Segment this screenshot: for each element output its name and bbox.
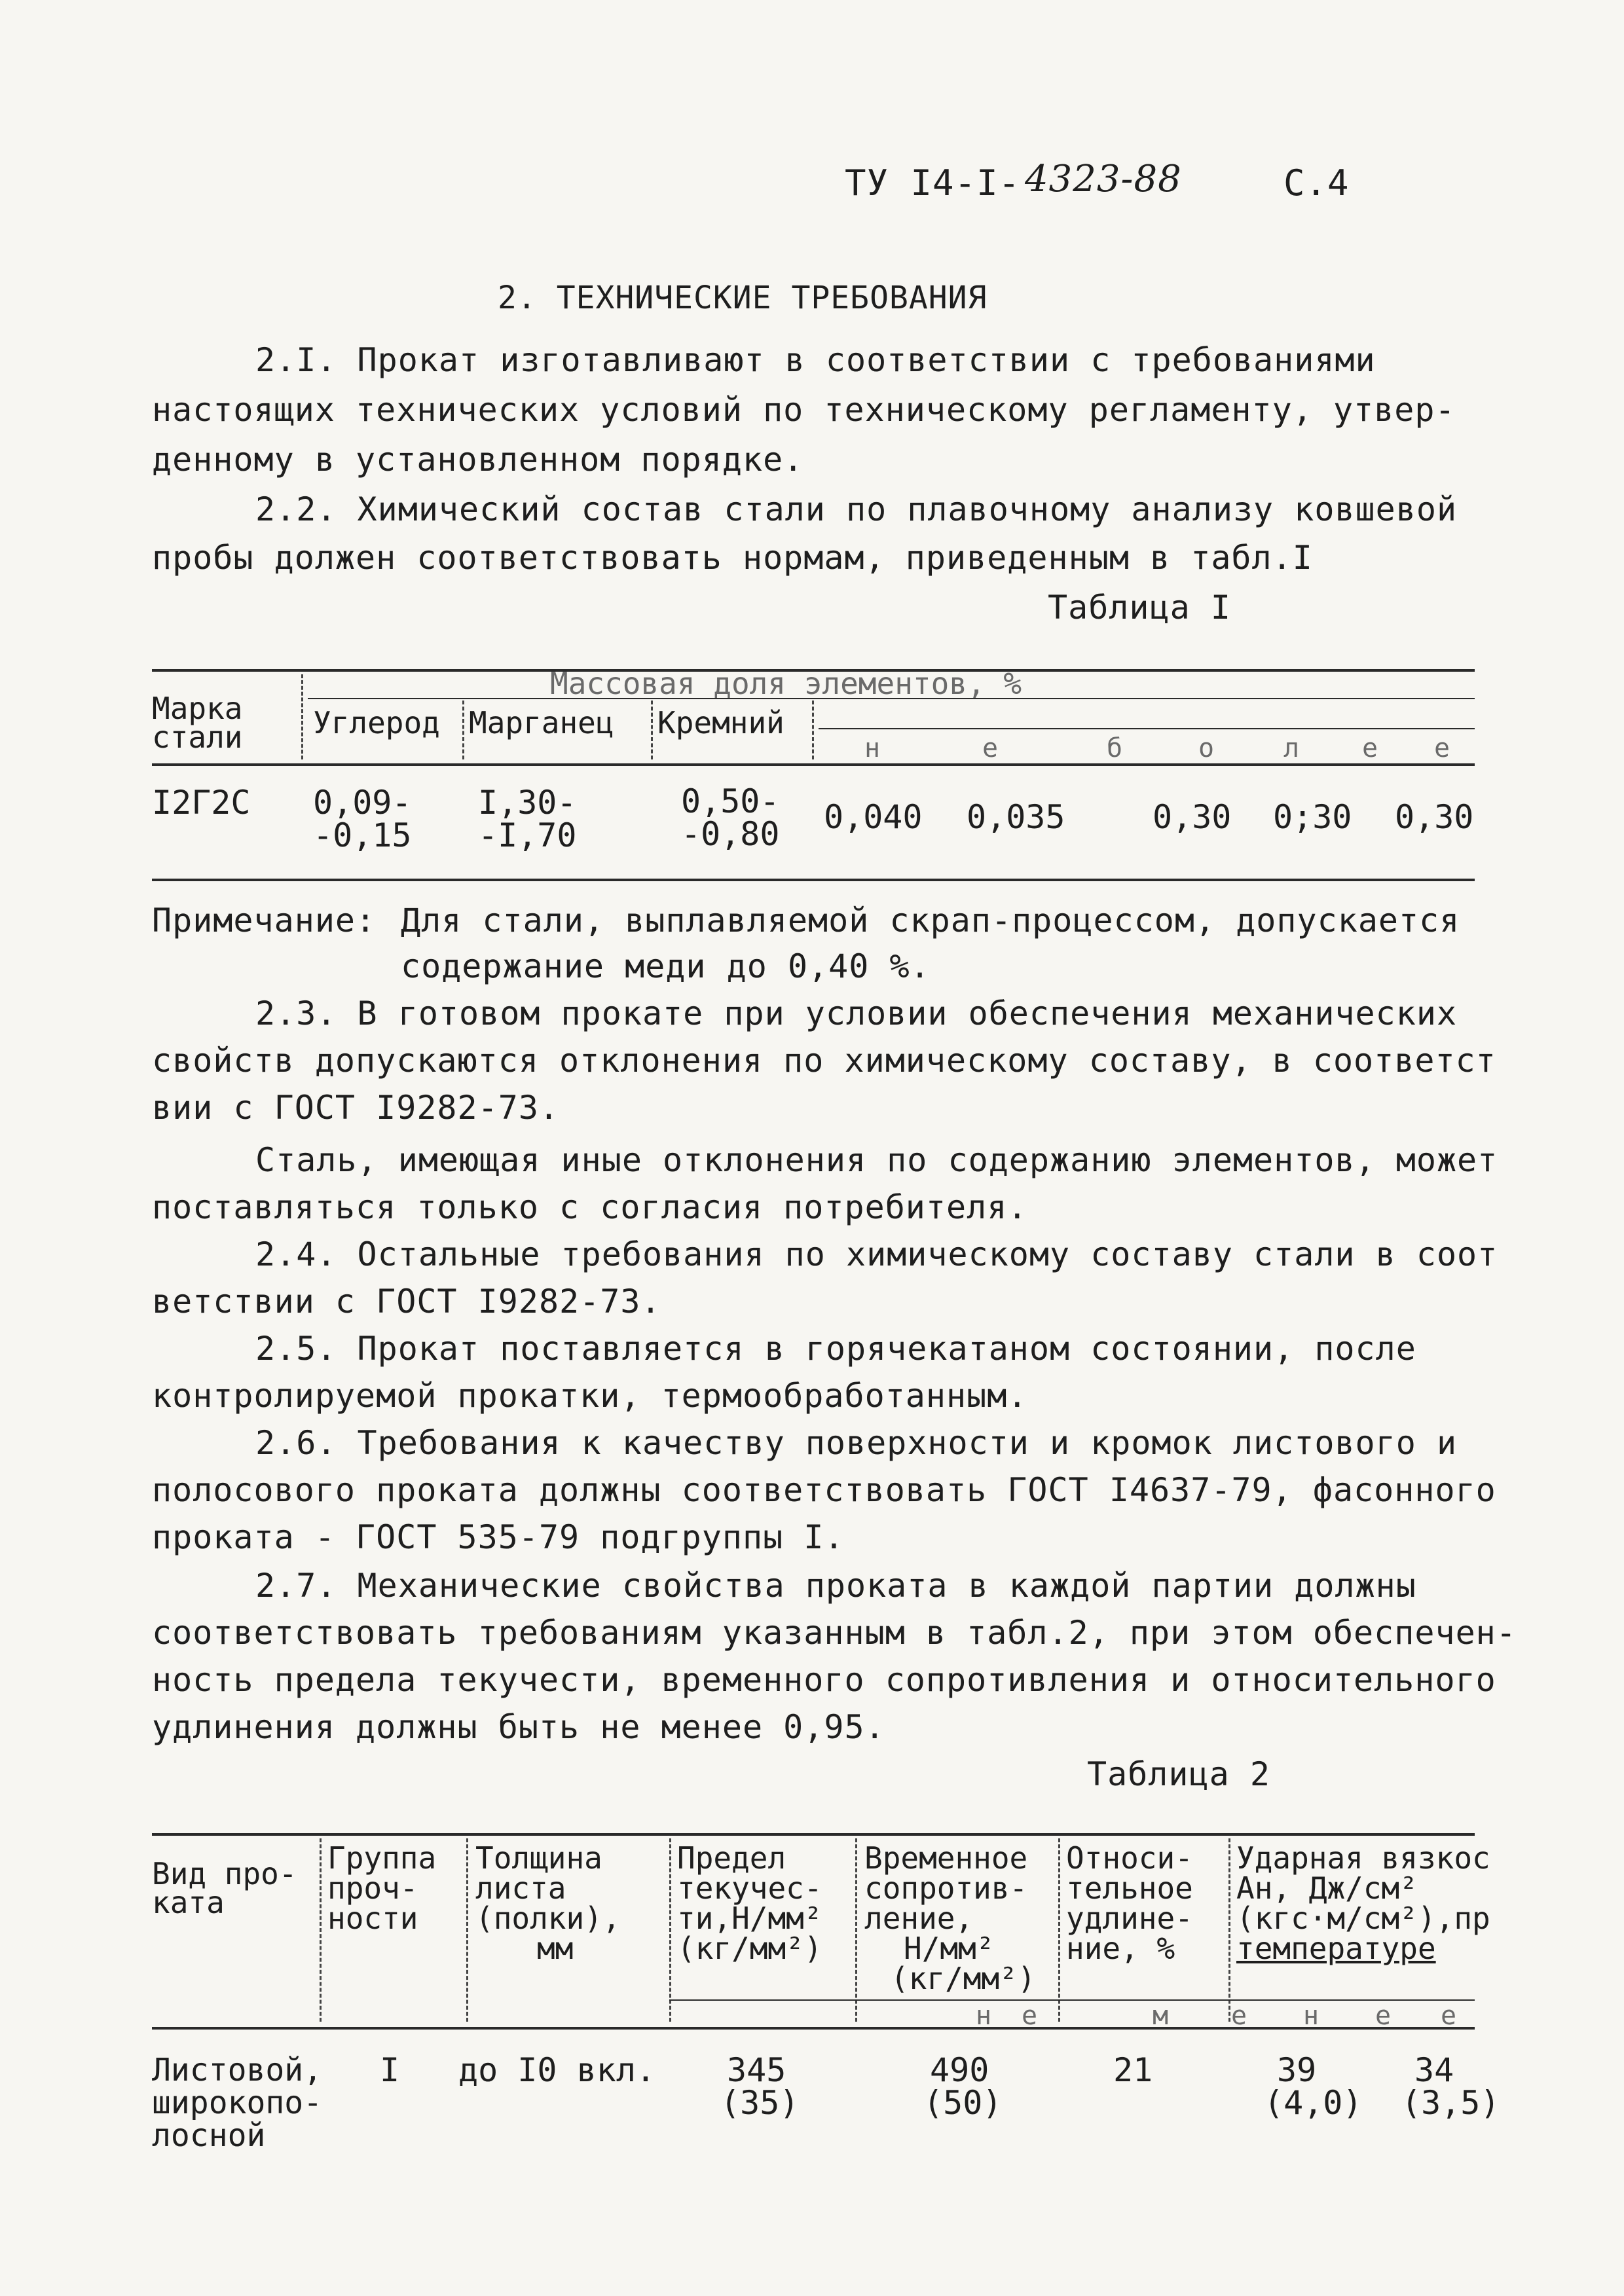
table1-header-rule: [152, 763, 1475, 766]
paragraph-line: проката - ГОСТ 535-79 подгруппы I.: [152, 1518, 845, 1556]
table1-subheader: е: [1434, 733, 1450, 763]
paragraph-line: 2.4. Остальные требования по химическому составу стали в соот: [255, 1235, 1498, 1273]
table2-header-group: проч-: [327, 1870, 418, 1906]
table2-header-elong: удлине-: [1066, 1901, 1193, 1936]
table2-cell-tensile: (50): [923, 2084, 1003, 2122]
table2-header-tensile: Временное: [864, 1840, 1028, 1876]
table2-header-tensile: Н/мм²: [904, 1931, 995, 1966]
table2-header-impact: Ан, Дж/см²: [1236, 1870, 1418, 1906]
table2-header-impact: температуре: [1236, 1931, 1436, 1966]
table2-header-yield: ти,Н/мм²: [677, 1901, 822, 1936]
table2-cell-impact: (3,5): [1401, 2084, 1500, 2122]
note-line: содержание меди до 0,40 %.: [401, 947, 931, 985]
table2-subheader: н: [1303, 2001, 1320, 2031]
table2-cell-kind: Листовой,: [152, 2052, 323, 2088]
table1-col-manganese: Марганец: [469, 705, 614, 740]
table2-header-elong: Относи-: [1066, 1840, 1193, 1876]
doc-number: 4323-88: [1025, 158, 1182, 200]
table1-grade-header: Марка: [152, 691, 243, 726]
paragraph-line: 2.7. Механические свойства проката в каждой партии должны: [255, 1567, 1416, 1605]
table1-cell-value: 0;30: [1273, 798, 1352, 836]
table2-header-yield: текучес-: [677, 1870, 822, 1906]
table2-divider: [669, 1838, 671, 2022]
table2-subheader: н: [976, 2001, 992, 2031]
table1-subheader: л: [1283, 733, 1300, 763]
table2-header-rule: [152, 2027, 1475, 2030]
table2-header-thickness: Толщина: [475, 1840, 602, 1876]
table2-cell-group: I: [380, 2051, 400, 2089]
table1-divider: [301, 674, 303, 759]
table1-cell-silicon: -0,80: [681, 815, 780, 853]
table2-header-impact: Ударная вязкос: [1236, 1840, 1490, 1876]
paragraph-line: денному в установленном порядке.: [152, 441, 804, 479]
doc-prefix: ТУ I4-I-: [845, 162, 1021, 204]
table2-header-group: Группа: [327, 1840, 437, 1876]
paragraph-line: Сталь, имеющая иные отклонения по содержанию элементов, может: [255, 1141, 1498, 1179]
paragraph-line: 2.5. Прокат поставляется в горячекатаном состоянии, после: [255, 1330, 1416, 1368]
table2-caption: Таблица 2: [1087, 1755, 1270, 1793]
paragraph-line: ность предела текучести, временного сопротивления и относительного: [152, 1661, 1496, 1699]
table2-header-elong: тельное: [1066, 1870, 1193, 1906]
paragraph-line: удлинения должны быть не менее 0,95.: [152, 1708, 885, 1746]
table2-divider: [320, 1838, 322, 2022]
table1-cell-carbon: -0,15: [313, 816, 412, 854]
table2-header-thickness: (полки),: [475, 1901, 621, 1936]
table2-header-yield: Предел: [677, 1840, 786, 1876]
paragraph-line: 2.I. Прокат изготавливают в соответствии с требованиями: [255, 341, 1376, 379]
table2-cell-thickness: до I0 вкл.: [458, 2051, 656, 2089]
table1-col-silicon: Кремний: [657, 705, 784, 740]
table2-header-thickness: листа: [475, 1870, 566, 1906]
table2-cell-impact: 39: [1277, 2051, 1317, 2089]
paragraph-line: пробы должен соответствовать нормам, приведенным в табл.I: [152, 539, 1313, 577]
table2-header-tensile: ление,: [864, 1901, 974, 1936]
table2-cell-kind: широкопо-: [152, 2085, 323, 2121]
table1-subheader: е: [1362, 733, 1378, 763]
table1-bottom-rule: [152, 879, 1475, 881]
paragraph-line: поставляться только с согласия потребителя.: [152, 1188, 1028, 1226]
paragraph-line: полосового проката должны соответствовать ГОСТ I4637-79, фасонного: [152, 1471, 1496, 1509]
paragraph-line: 2.3. В готовом прокате при условии обеспечения механических: [255, 994, 1458, 1032]
table2-subheader: е: [1375, 2001, 1392, 2031]
table2-header-elong: ние, %: [1066, 1931, 1175, 1966]
table1-divider: [462, 701, 464, 759]
table1-caption: Таблица I: [1048, 589, 1231, 627]
paragraph-line: контролируемой прокатки, термообработанным.: [152, 1377, 1028, 1415]
note-label: Примечание:: [152, 902, 377, 939]
table2-cell-impact: 34: [1414, 2051, 1454, 2089]
table2-cell-yield: (35): [720, 2084, 800, 2122]
paragraph-line: вии с ГОСТ I9282-73.: [152, 1089, 560, 1127]
table1-subheader: б: [1107, 733, 1123, 763]
table2-subheader: е: [1441, 2001, 1457, 2031]
table2-cell-yield: 345: [727, 2051, 786, 2089]
table1-cell-carbon: 0,09-: [313, 784, 412, 822]
table1-cell-value: 0,035: [967, 798, 1065, 836]
table2-header-group: ности: [327, 1901, 418, 1936]
table2-header-tensile: (кг/мм²): [891, 1961, 1036, 1996]
table2-cell-tensile: 490: [930, 2051, 989, 2089]
paragraph-line: 2.2. Химический состав стали по плавочному анализу ковшевой: [255, 490, 1458, 528]
table1-divider: [651, 701, 653, 759]
table2-top-rule: [152, 1833, 1475, 1836]
table2-subheader: м: [1153, 2001, 1169, 2031]
paragraph-line: настоящих технических условий по техническому регламенту, утвер-: [152, 391, 1456, 429]
table1-subheader-rule: [819, 728, 1475, 729]
table1-divider: [812, 701, 814, 759]
table2-header-kind: Вид про-: [152, 1856, 297, 1891]
table1-subheader: о: [1198, 733, 1215, 763]
table1-cell-manganese: I,30-: [478, 784, 577, 822]
table1-col-carbon: Углерод: [313, 705, 440, 740]
section-title: 2. ТЕХНИЧЕСКИЕ ТРЕБОВАНИЯ: [498, 280, 987, 316]
table1-cell-silicon: 0,50-: [681, 782, 780, 820]
paragraph-line: соответствовать требованиям указанным в табл.2, при этом обеспечен-: [152, 1614, 1517, 1652]
table2-divider: [1228, 1838, 1230, 2022]
table1-cell-grade: I2Г2С: [152, 784, 251, 822]
table2-header-impact: (кгс·м/см²),пр: [1236, 1901, 1490, 1936]
page-label: С.4: [1283, 162, 1350, 204]
table2-header-kind: ката: [152, 1885, 225, 1920]
table1-cell-value: 0,30: [1153, 798, 1232, 836]
table2-cell-elong: 21: [1113, 2051, 1153, 2089]
table1-subheader: н: [864, 733, 881, 763]
table2-cell-kind: лосной: [152, 2117, 266, 2154]
table2-header-yield: (кг/мм²): [677, 1931, 822, 1966]
table1-cell-manganese: -I,70: [478, 816, 577, 854]
table1-subheader: е: [982, 733, 999, 763]
table1-grade-header: стали: [152, 720, 243, 755]
paragraph-line: свойств допускаются отклонения по химическому составу, в соответст: [152, 1042, 1496, 1080]
table2-divider: [855, 1838, 857, 2022]
table2-cell-impact: (4,0): [1264, 2084, 1363, 2122]
table2-subheader: е: [1231, 2001, 1247, 2031]
paragraph-line: ветствии с ГОСТ I9282-73.: [152, 1283, 661, 1321]
table2-header-tensile: сопротив-: [864, 1870, 1028, 1906]
table2-subheader: е: [1022, 2001, 1038, 2031]
table1-group-header: Массовая доля элементов, %: [550, 666, 1022, 701]
table1-cell-value: 0,040: [824, 798, 923, 836]
table2-divider: [1058, 1838, 1060, 2022]
note-line: Для стали, выплавляемой скрап-процессом, допускается: [401, 902, 1460, 939]
table1-group-rule: [308, 698, 1475, 699]
table1-cell-value: 0,30: [1395, 798, 1474, 836]
table2-subheader-rule: [669, 1999, 1475, 2001]
table2-divider: [466, 1838, 468, 2022]
table2-header-thickness: мм: [537, 1931, 574, 1966]
paragraph-line: 2.6. Требования к качеству поверхности и кромок листового и: [255, 1424, 1458, 1462]
